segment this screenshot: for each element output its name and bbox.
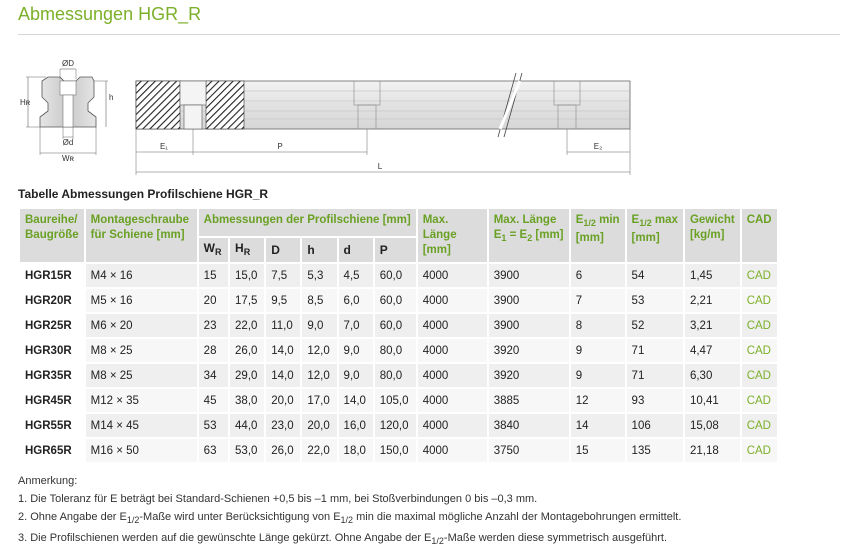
cell-hr: 22,0 — [230, 314, 264, 337]
cell-d: 23,0 — [266, 414, 300, 437]
cell-weight: 6,30 — [685, 364, 740, 387]
cell-d: 7,0 — [339, 314, 373, 337]
label-l: L — [377, 162, 383, 171]
cell-d: 9,5 — [266, 289, 300, 312]
cell-screw: M16 × 50 — [86, 439, 197, 462]
cell-e_max: 53 — [627, 289, 683, 312]
cell-h: 12,0 — [302, 364, 336, 387]
cell-model: HGR25R — [20, 314, 84, 337]
table-row — [20, 339, 777, 362]
cell-e_min: 14 — [571, 414, 625, 437]
cell-h: 9,0 — [302, 314, 336, 337]
cell-hr: 17,5 — [230, 289, 264, 312]
cell-model: HGR15R — [20, 264, 84, 287]
cell-screw: M8 × 25 — [86, 339, 197, 362]
note-2: 2. Ohne Angabe der $E_{1/2}$-Maße wird unter Berücksichtigung von $E_{1/2}$ min die maximal mögliche Anzahl der Montagebohrungen ermittelt. — [18, 511, 682, 525]
title-divider — [18, 34, 840, 35]
cell-max_len: 4000 — [418, 289, 487, 312]
cell-h: 5,3 — [302, 264, 336, 287]
cell-weight: 10,41 — [685, 389, 740, 412]
cell-p: 150,0 — [375, 439, 416, 462]
label-hr: Hʀ — [20, 98, 31, 107]
cell-d: 9,0 — [339, 364, 373, 387]
cell-d: 9,0 — [339, 339, 373, 362]
cell-h: 20,0 — [302, 414, 336, 437]
cell-p: 105,0 — [375, 389, 416, 412]
cell-max_len: 4000 — [418, 264, 487, 287]
cad-link[interactable]: CAD — [742, 264, 777, 287]
cell-max_len: 4000 — [418, 439, 487, 462]
cell-screw: M5 × 16 — [86, 289, 197, 312]
cad-link[interactable]: CAD — [742, 389, 777, 412]
cell-p: 120,0 — [375, 414, 416, 437]
header-d-big: D — [266, 238, 300, 262]
cell-max_len: 4000 — [418, 389, 487, 412]
table-row — [20, 389, 777, 412]
cell-wr: 34 — [199, 364, 228, 387]
table-caption: Tabelle Abmessungen Profilschiene HGR_R — [18, 187, 269, 201]
cell-e_max: 71 — [627, 364, 683, 387]
cell-wr: 28 — [199, 339, 228, 362]
cell-p: 60,0 — [375, 314, 416, 337]
cell-e_min: 8 — [571, 314, 625, 337]
cell-hr: 38,0 — [230, 389, 264, 412]
cell-hr: 44,0 — [230, 414, 264, 437]
cell-hr: 53,0 — [230, 439, 264, 462]
cell-d: 14,0 — [266, 364, 300, 387]
table-row — [20, 414, 777, 437]
cell-e_min: 6 — [571, 264, 625, 287]
cell-max_len: 4000 — [418, 364, 487, 387]
cell-e_min: 9 — [571, 364, 625, 387]
cell-p: 80,0 — [375, 339, 416, 362]
cell-model: HGR30R — [20, 339, 84, 362]
rail-dimension-drawing — [18, 55, 638, 180]
note-3: 3. Die Profilschienen werden auf die gewünschte Länge gekürzt. Ohne Angabe der $E_{1/2}$-Maße werden diese symmetrisch ausgeführt. — [18, 532, 668, 546]
cell-wr: 15 — [199, 264, 228, 287]
cell-h: 17,0 — [302, 389, 336, 412]
header-screw: Montageschraube für Schiene [mm] — [86, 209, 197, 262]
cell-weight: 4,47 — [685, 339, 740, 362]
label-d: Ød — [62, 138, 74, 147]
cell-hr: 29,0 — [230, 364, 264, 387]
table-row — [20, 289, 777, 312]
cell-max_len_e: 3900 — [489, 314, 569, 337]
cell-wr: 23 — [199, 314, 228, 337]
cell-d: 14,0 — [266, 339, 300, 362]
cell-e_max: 54 — [627, 264, 683, 287]
label-p: P — [277, 142, 283, 151]
cell-weight: 3,21 — [685, 314, 740, 337]
rail-side-view — [136, 73, 630, 175]
header-d: d — [339, 238, 373, 262]
cell-d: 26,0 — [266, 439, 300, 462]
header-p: P — [375, 238, 416, 262]
cell-max_len_e: 3750 — [489, 439, 569, 462]
cell-hr: 26,0 — [230, 339, 264, 362]
header-cad: CAD — [742, 209, 777, 262]
cell-model: HGR20R — [20, 289, 84, 312]
cell-wr: 45 — [199, 389, 228, 412]
cell-d: 18,0 — [339, 439, 373, 462]
header-hr: $H_R$ — [230, 238, 264, 262]
cell-max_len_e: 3840 — [489, 414, 569, 437]
cell-weight: 1,45 — [685, 264, 740, 287]
label-od: ØD — [62, 59, 74, 68]
dimensions-table — [18, 207, 779, 464]
cell-max_len_e: 3885 — [489, 389, 569, 412]
cell-d: 4,5 — [339, 264, 373, 287]
cad-link[interactable]: CAD — [742, 364, 777, 387]
cell-e_min: 15 — [571, 439, 625, 462]
header-max-length: Max. Länge [mm] — [418, 209, 487, 262]
cell-screw: M14 × 45 — [86, 414, 197, 437]
header-e-min: $E_{1/2}$ min [mm] — [571, 209, 625, 262]
header-e-max: $E_{1/2}$ max [mm] — [627, 209, 683, 262]
cell-e_max: 52 — [627, 314, 683, 337]
page-title: Abmessungen HGR_R — [18, 4, 202, 24]
cell-screw: M6 × 20 — [86, 314, 197, 337]
note-1: 1. Die Toleranz für E beträgt bei Standard-Schienen +0,5 bis –1 mm, bei Stoßverbindungen 0 bis –0,3 mm. — [18, 493, 538, 505]
cad-link[interactable]: CAD — [742, 339, 777, 362]
cell-e_max: 106 — [627, 414, 683, 437]
label-wr: Wʀ — [62, 154, 74, 163]
cell-h: 8,5 — [302, 289, 336, 312]
notes — [18, 472, 681, 550]
header-max-length-e: Max. Länge $E_1 = E_2$ [mm] — [489, 209, 569, 262]
cell-model: HGR45R — [20, 389, 84, 412]
cell-e_max: 93 — [627, 389, 683, 412]
cell-max_len: 4000 — [418, 314, 487, 337]
cell-model: HGR55R — [20, 414, 84, 437]
rail-cross-section — [20, 59, 113, 163]
cell-weight: 2,21 — [685, 289, 740, 312]
cell-p: 80,0 — [375, 364, 416, 387]
cell-d: 11,0 — [266, 314, 300, 337]
cell-max_len: 4000 — [418, 414, 487, 437]
cad-link[interactable]: CAD — [742, 414, 777, 437]
cell-max_len_e: 3900 — [489, 289, 569, 312]
notes-heading: Anmerkung: — [18, 475, 78, 487]
table-row — [20, 364, 777, 387]
cell-screw: M4 × 16 — [86, 264, 197, 287]
cell-d: 6,0 — [339, 289, 373, 312]
label-h: h — [109, 93, 114, 102]
cell-weight: 15,08 — [685, 414, 740, 437]
table-row — [20, 439, 777, 462]
cell-p: 60,0 — [375, 264, 416, 287]
cell-screw: M8 × 25 — [86, 364, 197, 387]
cell-screw: M12 × 35 — [86, 389, 197, 412]
header-series: Baureihe/ Baugröße — [20, 209, 84, 262]
cell-max_len: 4000 — [418, 339, 487, 362]
table-row — [20, 264, 777, 287]
cell-h: 22,0 — [302, 439, 336, 462]
cell-weight: 21,18 — [685, 439, 740, 462]
table-body — [20, 264, 777, 462]
header-weight: Gewicht [kg/m] — [685, 209, 740, 262]
cell-e_min: 12 — [571, 389, 625, 412]
cell-e_max: 71 — [627, 339, 683, 362]
cell-h: 12,0 — [302, 339, 336, 362]
cell-model: HGR35R — [20, 364, 84, 387]
cell-d: 14,0 — [339, 389, 373, 412]
cad-link[interactable]: CAD — [742, 314, 777, 337]
header-h: h — [302, 238, 336, 262]
cell-p: 60,0 — [375, 289, 416, 312]
cell-max_len_e: 3920 — [489, 339, 569, 362]
cell-e_max: 135 — [627, 439, 683, 462]
cell-d: 16,0 — [339, 414, 373, 437]
label-e2: E₂ — [593, 142, 603, 151]
cell-d: 20,0 — [266, 389, 300, 412]
label-e1: E₁ — [159, 142, 169, 151]
cad-link[interactable]: CAD — [742, 439, 777, 462]
cell-wr: 20 — [199, 289, 228, 312]
cell-d: 7,5 — [266, 264, 300, 287]
cell-model: HGR65R — [20, 439, 84, 462]
cell-e_min: 9 — [571, 339, 625, 362]
cad-link[interactable]: CAD — [742, 289, 777, 312]
cell-wr: 63 — [199, 439, 228, 462]
cell-max_len_e: 3920 — [489, 364, 569, 387]
header-dims-group: Abmessungen der Profilschiene [mm] — [199, 209, 416, 236]
cell-hr: 15,0 — [230, 264, 264, 287]
header-wr: $W_R$ — [199, 238, 228, 262]
cell-wr: 53 — [199, 414, 228, 437]
cell-max_len_e: 3900 — [489, 264, 569, 287]
table-row — [20, 314, 777, 337]
cell-e_min: 7 — [571, 289, 625, 312]
